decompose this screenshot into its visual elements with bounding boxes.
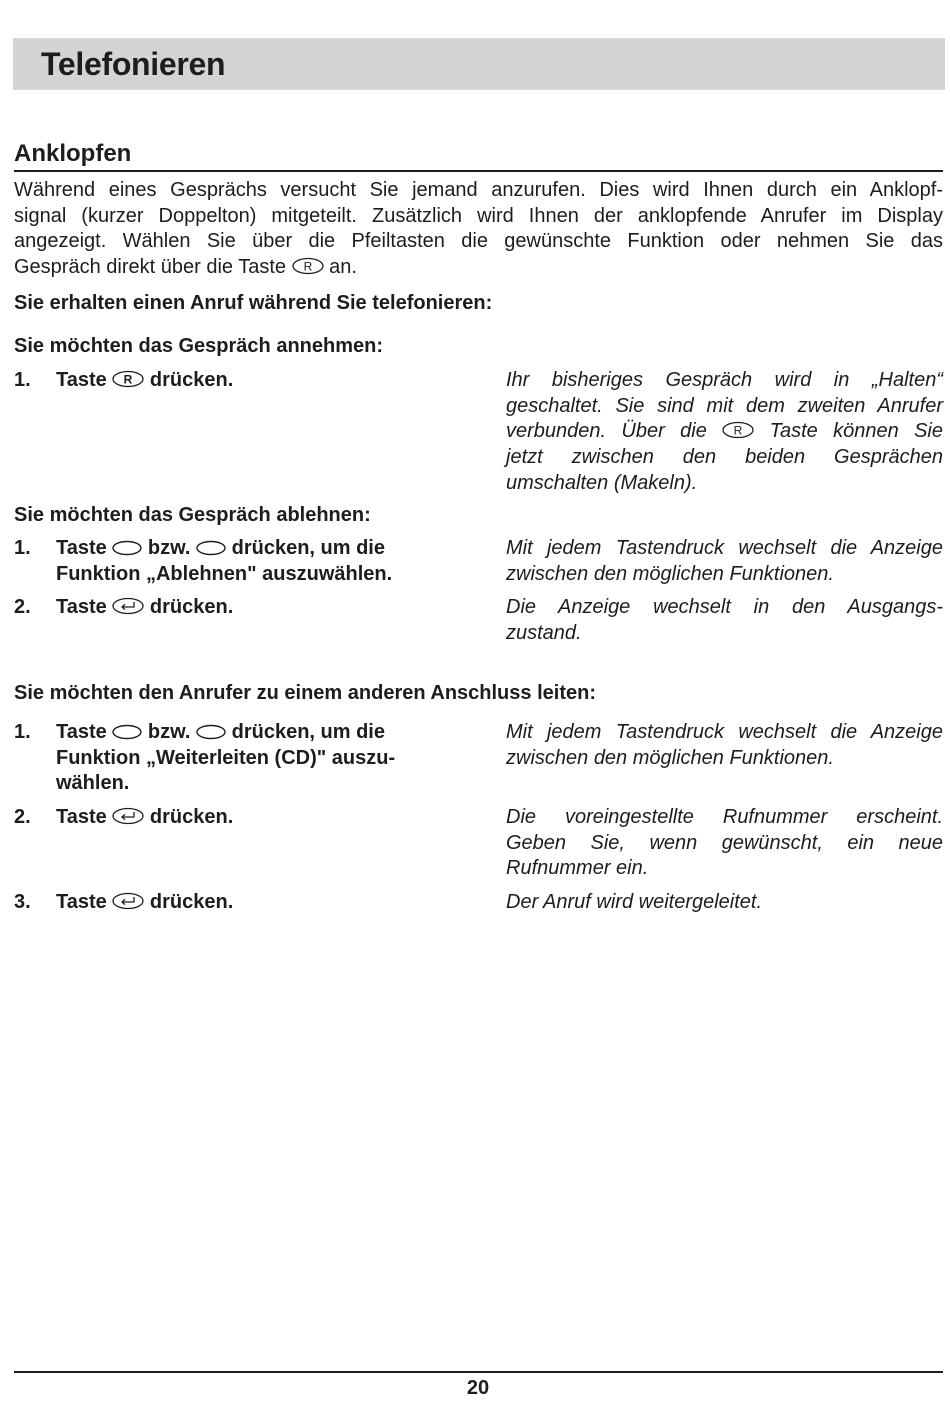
reject-step-2-note: [506, 595, 943, 646]
note-line: Ihr bisheriges Gespräch wird in „Halten“: [506, 369, 943, 391]
section-title: Anklopfen: [14, 138, 943, 172]
arrow-key-icon: [112, 724, 142, 740]
enter-key-icon: [112, 892, 144, 910]
accept-heading: Sie möchten das Gespräch annehmen:: [14, 335, 383, 357]
arrow-key-icon: [196, 540, 226, 556]
step-text: Taste: [56, 891, 107, 913]
page-number: 20: [466, 1377, 490, 1399]
intro-line: angezeigt. Wählen Sie über die Pfeiltasten die gewünschte Funktion oder nehmen Sie das: [14, 230, 943, 253]
r-key-icon: [722, 421, 754, 439]
chapter-title: Telefonieren: [41, 46, 226, 82]
note-line: zwischen den möglichen Funktionen.: [506, 562, 834, 585]
forward-heading: Sie möchten den Anrufer zu einem anderen Anschluss leiten:: [14, 682, 596, 704]
forward-step-2: [56, 805, 476, 831]
note-line: Der Anruf wird weitergeleitet.: [506, 891, 763, 913]
r-key-icon: [112, 370, 144, 388]
accept-step-1: [56, 368, 476, 394]
note-line: Mit jedem Tastendruck wechselt die Anzeige: [506, 721, 943, 743]
forward-step-2-note: [506, 805, 943, 882]
reject-step-2: [56, 595, 476, 621]
note-line: jetzt zwischen den beiden Gesprächen: [506, 446, 943, 469]
forward-step-1-note: [506, 720, 943, 771]
enter-key-icon: [112, 807, 144, 825]
step-text: drücken, um die: [231, 721, 385, 743]
step-text: Funktion „Weiterleiten (CD)" auszu-: [56, 746, 396, 769]
note-line: Die voreingestellte Rufnummer erscheint.: [506, 806, 943, 828]
note-line: zustand.: [506, 621, 582, 644]
note-text: Taste können Sie: [769, 420, 943, 443]
note-line: Mit jedem Tastendruck wechselt die Anzeige: [506, 537, 943, 559]
forward-step-3-note: [506, 890, 943, 916]
r-key-icon: [292, 257, 324, 275]
note-line: Geben Sie, wenn gewünscht, ein neue: [506, 831, 943, 854]
step-text: wählen.: [56, 772, 130, 795]
footer-divider: [14, 1371, 943, 1373]
step-number: 2.: [14, 596, 31, 618]
reject-heading: Sie möchten das Gespräch ablehnen:: [14, 504, 371, 526]
step-text: Funktion „Ablehnen" auszuwählen.: [56, 562, 393, 585]
intro-text: an.: [329, 256, 357, 279]
step-text: Taste: [56, 369, 107, 391]
note-line: [506, 419, 943, 445]
accept-step-1-note: [506, 368, 943, 497]
intro-line: [14, 255, 943, 281]
step-text: bzw.: [147, 537, 191, 559]
intro-text: Gespräch direkt über die Taste: [14, 256, 287, 279]
step-text: Taste: [56, 721, 107, 743]
step-number: 1.: [14, 721, 31, 743]
step-number: 1.: [14, 369, 31, 391]
arrow-key-icon: [196, 724, 226, 740]
step-text: bzw.: [147, 721, 191, 743]
note-line: umschalten (Makeln).: [506, 471, 698, 494]
intro-line: Während eines Gesprächs versucht Sie jemand anzurufen. Dies wird Ihnen durch ein Anklopf-: [14, 179, 943, 201]
step-number: 1.: [14, 537, 31, 559]
arrow-key-icon: [112, 540, 142, 556]
step-text: Taste: [56, 596, 107, 618]
reject-step-1: [56, 536, 476, 587]
step-text: drücken.: [149, 369, 234, 391]
svg-text:R: R: [123, 372, 133, 387]
step-text: Taste: [56, 806, 107, 828]
enter-key-icon: [112, 597, 144, 615]
svg-text:R: R: [733, 423, 743, 438]
note-line: Die Anzeige wechselt in den Ausgangs-: [506, 596, 943, 618]
incoming-heading: Sie erhalten einen Anruf während Sie telefonieren:: [14, 292, 493, 314]
step-number: 2.: [14, 806, 31, 828]
reject-step-1-note: [506, 536, 943, 587]
note-line: geschaltet. Sie sind mit dem zweiten Anrufer: [506, 394, 943, 417]
intro-paragraph: [14, 178, 943, 281]
step-number: 3.: [14, 891, 31, 913]
svg-text:R: R: [303, 259, 312, 274]
intro-line: signal (kurzer Doppelton) mitgeteilt. Zusätzlich wird Ihnen der anklopfende Anrufer im Display: [14, 204, 943, 227]
forward-step-1: [56, 720, 476, 797]
step-text: drücken.: [149, 806, 234, 828]
forward-step-3: [56, 890, 476, 916]
note-text: verbunden. Über die: [506, 420, 707, 443]
note-line: zwischen den möglichen Funktionen.: [506, 746, 834, 769]
step-text: Taste: [56, 537, 107, 559]
chapter-header: [13, 38, 945, 90]
note-line: Rufnummer ein.: [506, 857, 649, 880]
step-text: drücken, um die: [231, 537, 385, 559]
step-text: drücken.: [149, 596, 234, 618]
step-text: drücken.: [149, 891, 234, 913]
